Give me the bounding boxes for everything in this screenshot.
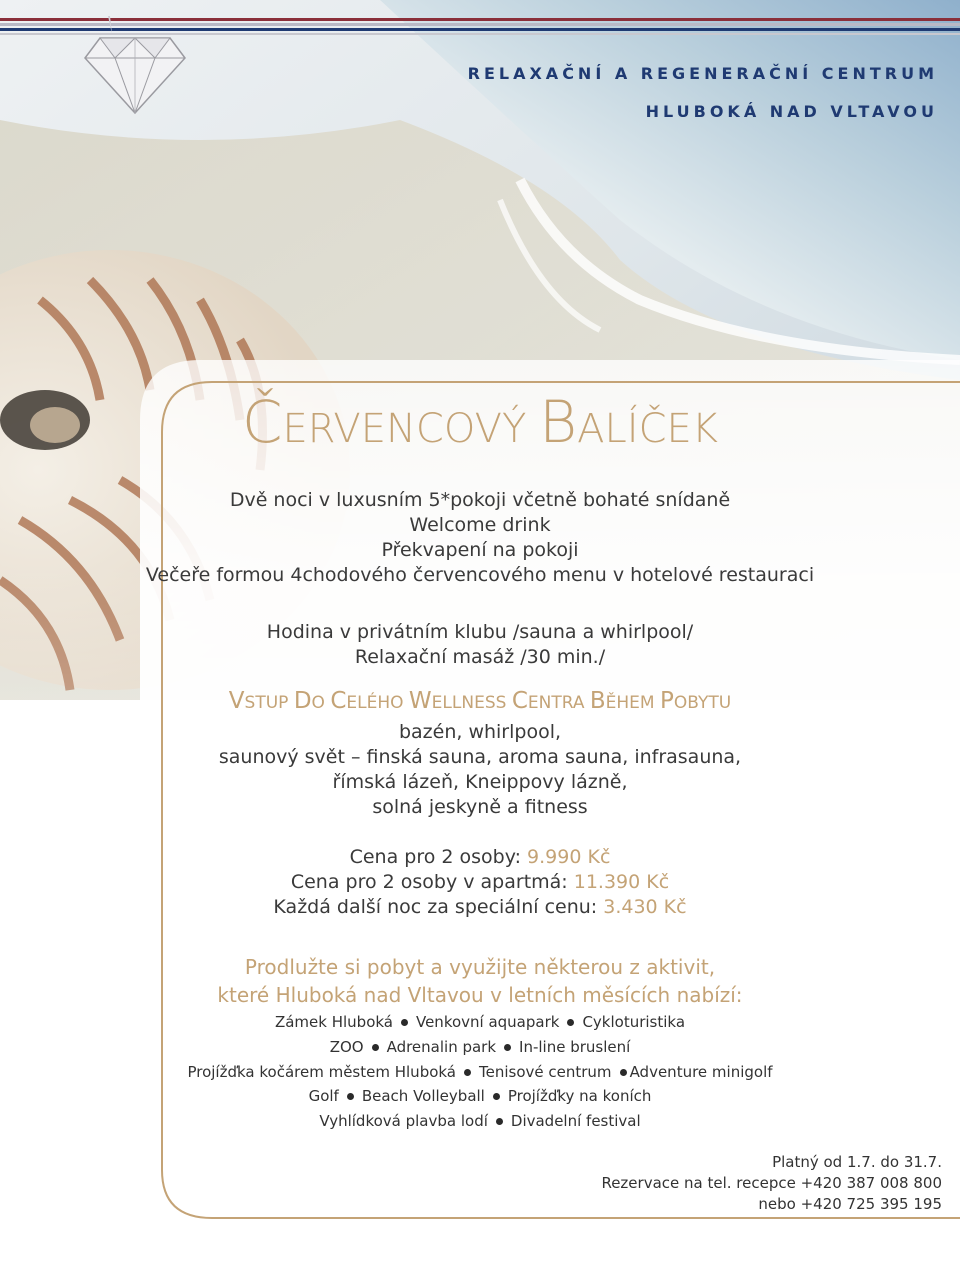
bullet-icon	[401, 1019, 408, 1026]
footer-info	[601, 1152, 942, 1215]
wellness-item: bazén, whirlpool,	[398, 721, 562, 743]
activities-row: Projížďka kočárem městem Hluboká Tenisové centrum Adventure minigolf	[187, 1062, 773, 1081]
wellness-item: římská lázeň, Kneippovy lázně,	[332, 771, 628, 793]
header-line-1: RELAXAČNÍ A REGENERAČNÍ CENTRUM	[467, 64, 938, 83]
promo-line: které Hluboká nad Vltavou v letních měsících nabízí:	[217, 983, 743, 1007]
price-row: Každá další noc za speciální cenu: 3.430 Kč	[273, 896, 687, 918]
promo-line: Prodlužte si pobyt a využijte některou z aktivit,	[244, 955, 716, 979]
price-row: Cena pro 2 osoby v apartmá: 11.390 Kč	[290, 871, 670, 893]
wellness-item: solná jeskyně a fitness	[372, 796, 588, 818]
bullet-icon	[372, 1044, 379, 1051]
include-item: Večeře formou 4chodového červencového menu v hotelové restauraci	[145, 564, 815, 586]
alternate-phone: nebo +420 725 395 195	[758, 1195, 942, 1213]
club-list	[0, 620, 960, 670]
include-item: Dvě noci v luxusním 5*pokoji včetně bohaté snídaně	[229, 489, 731, 511]
diamond-logo	[80, 8, 190, 118]
activities-row: Zámek Hluboká Venkovní aquapark Cykloturistika	[274, 1013, 686, 1031]
bullet-icon	[567, 1019, 574, 1026]
bullet-icon	[504, 1044, 511, 1051]
price-list	[0, 845, 960, 920]
header-line-2: HLUBOKÁ NAD VLTAVOU	[645, 102, 938, 121]
price-row: Cena pro 2 osoby: 9.990 Kč	[349, 846, 611, 868]
wellness-heading: VSTUP DO CELÉHO WELLNESS CENTRA BĚHEM POBYTU	[228, 688, 732, 714]
includes-list	[0, 488, 960, 588]
package-title: ČERVENCOVÝ BALÍČEK	[241, 388, 719, 456]
promo-text	[0, 953, 960, 1009]
club-item: Relaxační masáž /30 min./	[354, 646, 606, 668]
bullet-icon	[493, 1093, 500, 1100]
wellness-list	[0, 720, 960, 820]
bullet-icon	[464, 1069, 471, 1076]
reservation-phone: Rezervace na tel. recepce +420 387 008 800	[601, 1174, 942, 1192]
header	[468, 55, 938, 131]
bullet-icon	[496, 1118, 503, 1125]
bullet-icon	[347, 1093, 354, 1100]
wellness-item: saunový svět – finská sauna, aroma sauna, infrasauna,	[218, 746, 742, 768]
activities-list	[0, 1010, 960, 1134]
club-item: Hodina v privátním klubu /sauna a whirlpool/	[266, 621, 694, 643]
activities-row: ZOO Adrenalin park In-line bruslení	[329, 1037, 631, 1056]
include-item: Welcome drink	[409, 514, 551, 536]
activities-row: Golf Beach Volleyball Projížďky na koních	[308, 1087, 652, 1106]
validity-text: Platný od 1.7. do 31.7.	[772, 1153, 942, 1171]
bullet-icon	[620, 1069, 627, 1076]
include-item: Překvapení na pokoji	[381, 539, 579, 561]
activities-row: Vyhlídková plavba lodí Divadelní festival	[319, 1112, 641, 1131]
